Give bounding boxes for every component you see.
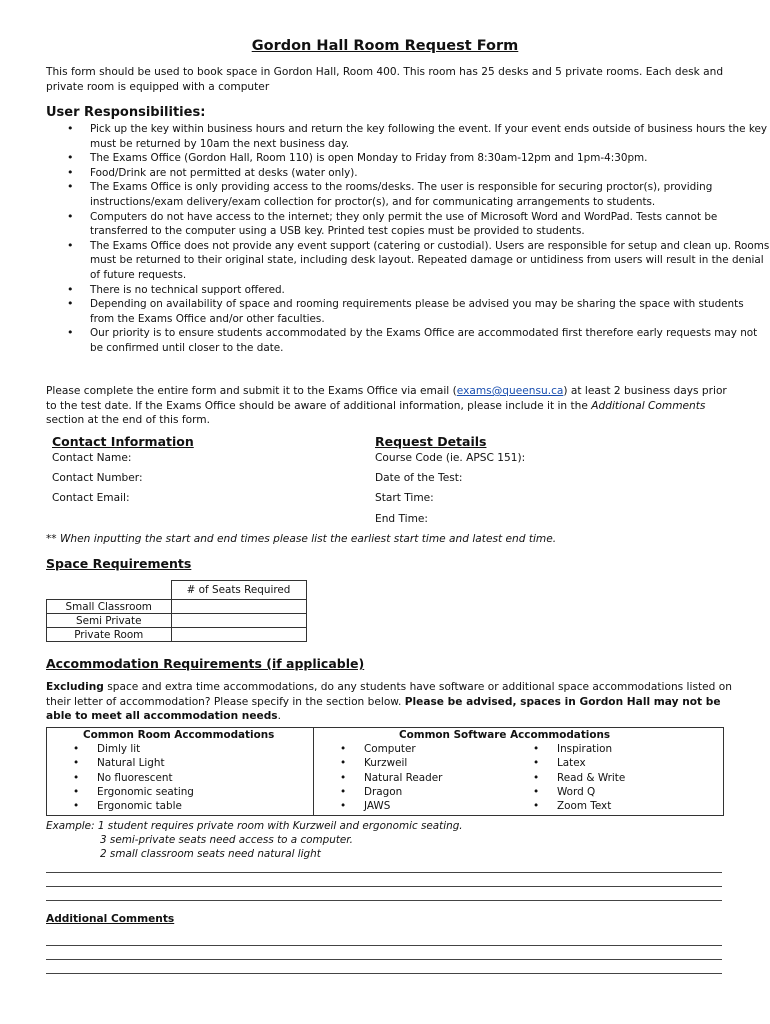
request-heading: Request Details	[375, 434, 487, 449]
table-row	[47, 628, 307, 642]
accommodation-entry-line-2[interactable]	[46, 886, 722, 887]
time-note: ** When inputting the start and end times please list the earliest start time and latest end time.	[46, 533, 557, 545]
responsibilities-list	[46, 122, 770, 356]
comments-entry-line-3[interactable]	[46, 973, 722, 974]
software-accommodations-list-2	[529, 742, 625, 813]
list-item: • Depending on availability of space and rooming requirements please be advised you may be sharing the space with students from the Exams Office and/or other faculties.	[90, 297, 770, 326]
list-item: • The Exams Office (Gordon Hall, Room 110) is open Monday to Friday from 8:30am-12pm and 1pm-4:30pm.	[90, 151, 770, 166]
comments-entry-line-1[interactable]	[46, 945, 722, 946]
contact-name-field[interactable]: Contact Name:	[52, 452, 132, 464]
list-item: • Ergonomic table	[69, 799, 194, 813]
list-item: • Pick up the key within business hours and return the key following the event. If your event ends outside of business hours the key must be returned by 10am the next business day.	[90, 122, 770, 151]
start-time-field[interactable]: Start Time:	[375, 492, 434, 504]
contact-heading: Contact Information	[52, 434, 194, 449]
accommodation-desc-text: space and extra time accommodations, do any students have software or additional space accommodations listed on their letter of accommodation? Please specify in the section below.	[46, 681, 732, 708]
room-type-label: Semi Private	[47, 614, 172, 628]
list-item: • Food/Drink are not permitted at desks (water only).	[90, 166, 770, 181]
seats-column-header: # of Seats Required	[171, 581, 306, 600]
accommodation-desc-end: .	[277, 710, 281, 722]
list-item: • Natural Light	[69, 756, 194, 770]
list-item: • The Exams Office does not provide any event support (catering or custodial). Users are responsible for setup and clean up. Rooms must be returned to their original state, including desk layout. Repeated damage or untidiness from users will result in the denial of future requests.	[90, 239, 770, 283]
responsibilities-heading: User Responsibilities:	[46, 105, 206, 120]
advisory-bold: Please be advised, spaces in Gordon Hall may not be able to meet all accommodation needs	[46, 695, 721, 722]
contact-email-field[interactable]: Contact Email:	[52, 492, 130, 504]
list-item: • There is no technical support offered.	[90, 283, 770, 298]
accommodations-box	[46, 727, 724, 816]
seats-input-semi-private[interactable]	[171, 614, 306, 628]
accommodation-entry-line-1[interactable]	[46, 872, 722, 873]
excluding-bold: Excluding	[46, 681, 104, 693]
intro-paragraph: This form should be used to book space in Gordon Hall, Room 400. This room has 25 desks and 5 private rooms. Each desk and private room is equipped with a computer	[46, 66, 724, 93]
additional-comments-heading: Additional Comments	[46, 913, 175, 925]
example-line-2: 3 semi-private seats need access to a computer.	[100, 834, 353, 846]
list-item: • Ergonomic seating	[69, 785, 194, 799]
seats-input-private-room[interactable]	[171, 628, 306, 642]
table-row	[47, 614, 307, 628]
list-item: • Computer	[336, 742, 442, 756]
list-item: • Natural Reader	[336, 771, 442, 785]
comments-entry-line-2[interactable]	[46, 959, 722, 960]
table-cell-empty	[47, 581, 172, 600]
page-title: Gordon Hall Room Request Form	[251, 38, 519, 54]
space-requirements-table	[46, 580, 307, 642]
list-item: • Kurzweil	[336, 756, 442, 770]
example-line-1: Example: 1 student requires private room with Kurzweil and ergonomic seating.	[46, 820, 463, 832]
list-item: • Dimly lit	[69, 742, 194, 756]
email-link[interactable]: exams@queensu.ca	[456, 385, 564, 397]
room-accommodations-header: Common Room Accommodations	[83, 729, 275, 741]
room-type-label: Small Classroom	[47, 600, 172, 614]
software-accommodations-header: Common Software Accommodations	[399, 729, 611, 741]
accommodation-heading: Accommodation Requirements (if applicable)	[46, 656, 365, 671]
software-accommodations-list-1	[336, 742, 442, 813]
example-line-3: 2 small classroom seats need natural light	[100, 848, 321, 860]
table-row	[47, 600, 307, 614]
space-heading: Space Requirements	[46, 556, 192, 571]
table-row	[47, 581, 307, 600]
submit-text-pre: Please complete the entire form and submit it to the Exams Office via email (	[46, 385, 457, 397]
submit-text-end: section at the end of this form.	[46, 414, 210, 426]
contact-number-field[interactable]: Contact Number:	[52, 472, 143, 484]
end-time-field[interactable]: End Time:	[375, 513, 428, 525]
list-item: • Zoom Text	[529, 799, 625, 813]
additional-comments-ref: Additional Comments	[591, 399, 706, 412]
room-type-label: Private Room	[47, 628, 172, 642]
accommodation-description	[46, 680, 736, 724]
list-item: • Read & Write	[529, 771, 625, 785]
list-item: • Our priority is to ensure students accommodated by the Exams Office are accommodated first therefore early requests may not be confirmed until closer to the date.	[90, 326, 770, 355]
test-date-field[interactable]: Date of the Test:	[375, 472, 463, 484]
list-item: • No fluorescent	[69, 771, 194, 785]
room-accommodations-list	[69, 742, 194, 813]
list-item: • JAWS	[336, 799, 442, 813]
list-item: • Latex	[529, 756, 625, 770]
list-item: • Computers do not have access to the internet; they only permit the use of Microsoft Word and WordPad. Tests cannot be transferred to the computer using a USB key. Printed test copies must be provided to students.	[90, 210, 770, 239]
accommodation-entry-line-3[interactable]	[46, 900, 722, 901]
list-item: • The Exams Office is only providing access to the rooms/desks. The user is responsible for securing proctor(s), providing instructions/exam delivery/exam collection for proctor(s), and for communicating arrangements to students.	[90, 180, 770, 209]
list-item: • Dragon	[336, 785, 442, 799]
list-item: • Word Q	[529, 785, 625, 799]
submit-text-post: ) at least 2 business days prior to the test date. If the Exams Office should be aware of additional information, please include it in the	[46, 385, 727, 412]
course-code-field[interactable]: Course Code (ie. APSC 151):	[375, 452, 526, 464]
list-item: • Inspiration	[529, 742, 625, 756]
column-divider	[313, 728, 314, 815]
seats-input-small-classroom[interactable]	[171, 600, 306, 614]
submit-instructions	[46, 384, 736, 428]
